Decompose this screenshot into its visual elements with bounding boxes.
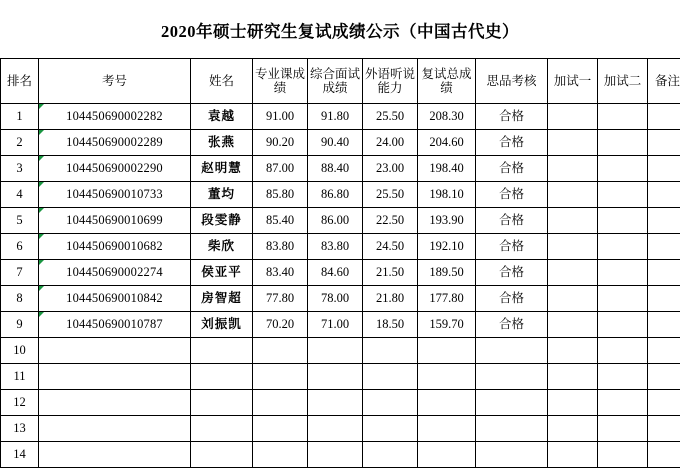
cell-name [191,364,253,390]
cell-moral-assessment [476,416,548,442]
cell-rank: 3 [1,156,39,182]
cell-extra-exam-1 [548,156,598,182]
cell-remark [648,104,680,130]
cell-total-score [418,390,476,416]
cell-remark [648,130,680,156]
cell-extra-exam-2 [598,182,648,208]
cell-listening-score: 22.50 [363,208,418,234]
column-header-interview-score: 综合面试成绩 [308,59,363,104]
cell-extra-exam-2 [598,286,648,312]
page-title: 2020年硕士研究生复试成绩公示（中国古代史） [161,22,519,41]
cell-name: 柴欣 [191,234,253,260]
table-row [1,234,680,260]
column-header-major-score: 专业课成绩 [253,59,308,104]
cell-remark [648,156,680,182]
table-row [1,130,680,156]
cell-major-score: 90.20 [253,130,308,156]
cell-exam-number: 104450690010842 [39,286,191,312]
cell-interview-score: 83.80 [308,234,363,260]
table-row [1,442,680,468]
cell-moral-assessment: 合格 [476,182,548,208]
cell-interview-score: 78.00 [308,286,363,312]
cell-total-score: 204.60 [418,130,476,156]
cell-major-score: 85.80 [253,182,308,208]
cell-major-score: 77.80 [253,286,308,312]
cell-major-score [253,390,308,416]
cell-extra-exam-1 [548,390,598,416]
cell-extra-exam-2 [598,104,648,130]
cell-remark [648,260,680,286]
cell-extra-exam-1 [548,338,598,364]
cell-listening-score: 24.00 [363,130,418,156]
cell-interview-score [308,364,363,390]
table-row [1,390,680,416]
cell-moral-assessment: 合格 [476,234,548,260]
cell-exam-number: 104450690010733 [39,182,191,208]
cell-moral-assessment: 合格 [476,260,548,286]
cell-name: 张燕 [191,130,253,156]
cell-rank: 4 [1,182,39,208]
column-header-total-score: 复试总成绩 [418,59,476,104]
cell-major-score: 70.20 [253,312,308,338]
cell-exam-number: 104450690010699 [39,208,191,234]
table-row [1,312,680,338]
cell-rank: 9 [1,312,39,338]
cell-name: 董均 [191,182,253,208]
cell-major-score [253,364,308,390]
cell-remark [648,390,680,416]
cell-rank: 12 [1,390,39,416]
cell-total-score: 198.40 [418,156,476,182]
cell-major-score [253,442,308,468]
column-header-remark: 备注 [648,59,680,104]
cell-extra-exam-1 [548,286,598,312]
cell-total-score: 159.70 [418,312,476,338]
cell-remark [648,416,680,442]
cell-total-score: 189.50 [418,260,476,286]
cell-listening-score: 21.50 [363,260,418,286]
cell-rank: 13 [1,416,39,442]
cell-remark [648,208,680,234]
cell-total-score [418,442,476,468]
cell-moral-assessment: 合格 [476,312,548,338]
column-header-rank: 排名 [1,59,39,104]
table-row [1,208,680,234]
cell-extra-exam-1 [548,260,598,286]
cell-extra-exam-1 [548,312,598,338]
cell-exam-number [39,390,191,416]
cell-rank: 5 [1,208,39,234]
cell-listening-score: 18.50 [363,312,418,338]
column-header-extra-exam-1: 加试一 [548,59,598,104]
cell-total-score: 208.30 [418,104,476,130]
table-header [1,59,680,104]
cell-moral-assessment [476,364,548,390]
cell-extra-exam-2 [598,312,648,338]
cell-listening-score: 25.50 [363,104,418,130]
cell-listening-score [363,338,418,364]
cell-remark [648,234,680,260]
table-row [1,364,680,390]
cell-name: 房智超 [191,286,253,312]
cell-listening-score [363,390,418,416]
cell-moral-assessment: 合格 [476,286,548,312]
cell-extra-exam-2 [598,338,648,364]
column-header-exam-number: 考号 [39,59,191,104]
cell-major-score: 85.40 [253,208,308,234]
cell-rank: 14 [1,442,39,468]
cell-remark [648,364,680,390]
cell-rank: 1 [1,104,39,130]
cell-extra-exam-2 [598,390,648,416]
cell-interview-score: 90.40 [308,130,363,156]
cell-interview-score [308,442,363,468]
cell-rank: 2 [1,130,39,156]
column-header-name: 姓名 [191,59,253,104]
cell-interview-score [308,390,363,416]
cell-extra-exam-2 [598,234,648,260]
cell-remark [648,182,680,208]
cell-interview-score [308,416,363,442]
results-table [0,58,680,468]
cell-remark [648,442,680,468]
cell-listening-score [363,442,418,468]
column-header-extra-exam-2: 加试二 [598,59,648,104]
cell-name: 赵明慧 [191,156,253,182]
cell-listening-score: 21.80 [363,286,418,312]
cell-remark [648,312,680,338]
cell-extra-exam-1 [548,104,598,130]
cell-moral-assessment: 合格 [476,104,548,130]
cell-exam-number: 104450690010682 [39,234,191,260]
cell-total-score: 198.10 [418,182,476,208]
cell-exam-number [39,364,191,390]
cell-interview-score [308,338,363,364]
cell-exam-number: 104450690002274 [39,260,191,286]
cell-total-score: 177.80 [418,286,476,312]
cell-rank: 8 [1,286,39,312]
cell-extra-exam-1 [548,416,598,442]
cell-total-score [418,338,476,364]
cell-interview-score: 91.80 [308,104,363,130]
cell-exam-number [39,442,191,468]
cell-moral-assessment: 合格 [476,208,548,234]
cell-extra-exam-1 [548,208,598,234]
cell-name: 刘振凯 [191,312,253,338]
cell-extra-exam-2 [598,416,648,442]
cell-rank: 7 [1,260,39,286]
table-row [1,338,680,364]
table-row [1,286,680,312]
cell-extra-exam-1 [548,182,598,208]
table-row [1,104,680,130]
cell-total-score: 193.90 [418,208,476,234]
cell-extra-exam-1 [548,234,598,260]
cell-name [191,442,253,468]
cell-name: 段雯静 [191,208,253,234]
cell-name: 袁越 [191,104,253,130]
cell-interview-score: 86.00 [308,208,363,234]
cell-interview-score: 88.40 [308,156,363,182]
cell-moral-assessment: 合格 [476,156,548,182]
cell-listening-score: 23.00 [363,156,418,182]
table-header-row [1,59,680,104]
cell-total-score [418,416,476,442]
table-row [1,182,680,208]
cell-listening-score [363,416,418,442]
cell-moral-assessment: 合格 [476,130,548,156]
cell-major-score [253,416,308,442]
cell-major-score: 91.00 [253,104,308,130]
cell-exam-number: 104450690002282 [39,104,191,130]
cell-exam-number: 104450690002290 [39,156,191,182]
cell-extra-exam-1 [548,364,598,390]
cell-extra-exam-2 [598,130,648,156]
cell-interview-score: 71.00 [308,312,363,338]
column-header-moral-assessment: 思品考核 [476,59,548,104]
cell-extra-exam-2 [598,364,648,390]
cell-total-score [418,364,476,390]
cell-major-score: 83.40 [253,260,308,286]
cell-extra-exam-2 [598,260,648,286]
cell-remark [648,286,680,312]
cell-listening-score: 25.50 [363,182,418,208]
cell-name [191,390,253,416]
cell-rank: 6 [1,234,39,260]
table-row [1,260,680,286]
cell-exam-number: 104450690010787 [39,312,191,338]
cell-extra-exam-1 [548,130,598,156]
column-header-listening-score: 外语听说能力 [363,59,418,104]
cell-name: 侯亚平 [191,260,253,286]
table-body [1,104,680,468]
cell-interview-score: 84.60 [308,260,363,286]
table-row [1,156,680,182]
cell-total-score: 192.10 [418,234,476,260]
cell-rank: 11 [1,364,39,390]
cell-extra-exam-2 [598,208,648,234]
cell-extra-exam-2 [598,442,648,468]
cell-major-score [253,338,308,364]
cell-extra-exam-2 [598,156,648,182]
cell-rank: 10 [1,338,39,364]
cell-remark [648,338,680,364]
cell-major-score: 83.80 [253,234,308,260]
cell-interview-score: 86.80 [308,182,363,208]
cell-name [191,338,253,364]
cell-exam-number: 104450690002289 [39,130,191,156]
cell-moral-assessment [476,442,548,468]
cell-moral-assessment [476,390,548,416]
cell-extra-exam-1 [548,442,598,468]
table-row [1,416,680,442]
cell-major-score: 87.00 [253,156,308,182]
cell-name [191,416,253,442]
cell-exam-number [39,416,191,442]
cell-moral-assessment [476,338,548,364]
cell-listening-score: 24.50 [363,234,418,260]
cell-listening-score [363,364,418,390]
cell-exam-number [39,338,191,364]
